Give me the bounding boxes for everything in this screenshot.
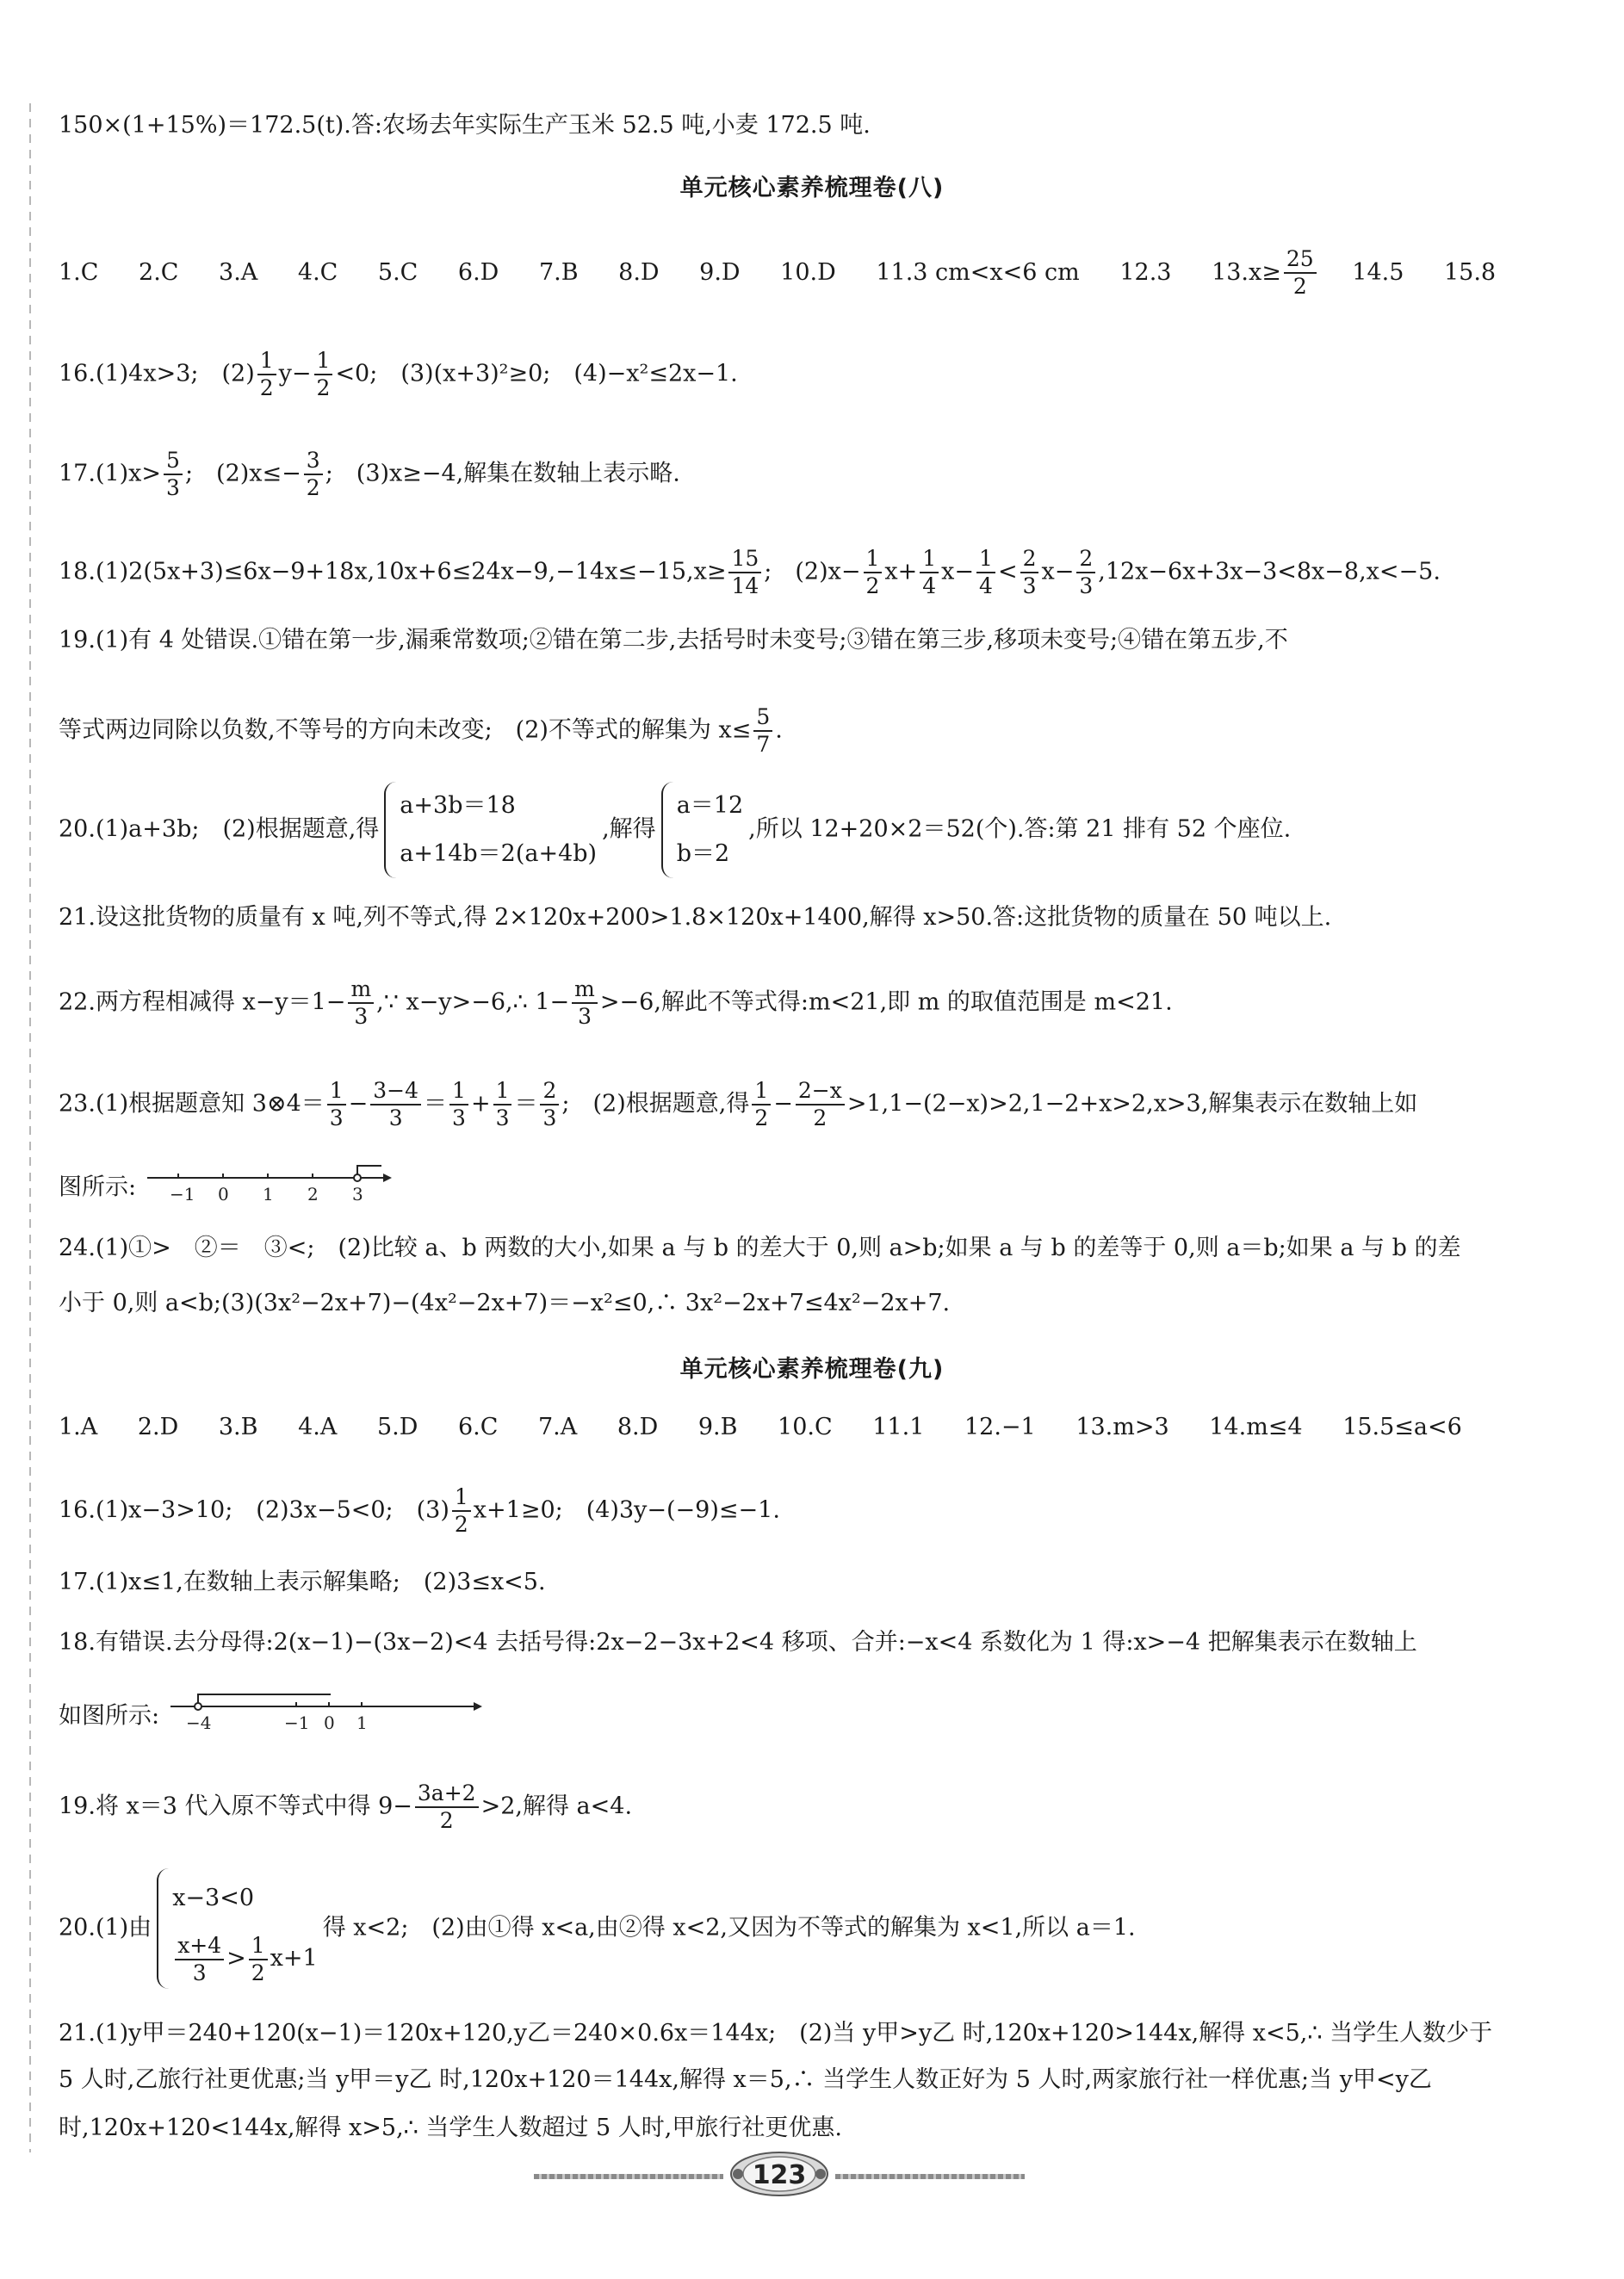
- sec8-q19-line1: 19.(1)有 4 处错误.①错在第一步,漏乘常数项;②错在第二步,去括号时未变号;③错在第三步,移项未变号;④错在第五步,不: [59, 627, 1288, 653]
- answer-item: 15.5≤a<6: [1342, 1414, 1462, 1440]
- fraction: $\frac{2-x}{2}$: [796, 1078, 845, 1131]
- sec8-q21: 21.设这批货物的质量有 x 吨,列不等式,得 2×120x+200>1.8×120x+1400,解得 x>50.答:这批货物的质量在 50 吨以上.: [59, 904, 1332, 931]
- sec9-q20: 20.(1)由 x−3<0 $\frac{x+4}{3}$ > $\frac{1}{2}$ x+1 得 x<2; (2)由①得 x<a,由②得 x<2,又因为不等式的解集为 x<1,所以 a＝1.: [59, 1868, 1555, 1989]
- fraction: $\frac{3-4}{3}$: [370, 1078, 421, 1131]
- tick-label: 1: [356, 1712, 368, 1733]
- page-footer: [534, 2148, 1051, 2200]
- answer-item: 5.C: [377, 258, 418, 286]
- tick-label: −4: [185, 1712, 212, 1733]
- fraction: $\frac{1}{2}$: [249, 1933, 268, 1986]
- fraction: $\frac{2}{3}$: [1020, 546, 1039, 599]
- sec8-q20: 20.(1)a+3b; (2)根据题意,得 a+3b＝18 a+14b＝2(a+4b) ,解得 a＝12 b＝2 ,所以 12+20×2＝52(个).答:第 21 排有 52 个座位.: [59, 782, 1555, 878]
- tick-label: 0: [323, 1712, 335, 1733]
- brace: [661, 782, 675, 878]
- answer-item: 12.3: [1119, 258, 1172, 286]
- answer-item: 10.C: [778, 1414, 833, 1440]
- sec8-q24-line1: 24.(1)①> ②＝ ③<; (2)比较 a、b 两数的大小,如果 a 与 b 的差大于 0,则 a>b;如果 a 与 b 的差等于 0,则 a＝b;如果 a 与 b 的差: [59, 1235, 1461, 1261]
- answer-item: 9.B: [697, 1414, 738, 1440]
- answer-item: 4.C: [297, 258, 338, 286]
- sec9-q17: 17.(1)x≤1,在数轴上表示解集略; (2)3≤x<5.: [59, 1569, 546, 1595]
- solution-system: a＝12 b＝2: [661, 782, 743, 878]
- top-line: 150×(1+15%)＝172.5(t).答:农场去年实际生产玉米 52.5 吨,小麦 172.5 吨.: [59, 112, 871, 139]
- answer-item: 8.D: [618, 258, 660, 286]
- answer-item: 14.5: [1352, 258, 1404, 286]
- answer-item: 13.m>3: [1075, 1414, 1169, 1440]
- equation-system: a+3b＝18 a+14b＝2(a+4b): [384, 782, 597, 878]
- sec9-q21-line1: 21.(1)y甲＝240+120(x−1)＝120x+120,y乙＝240×0.6x＝144x; (2)当 y甲>y乙 时,120x+120>144x,解得 x<5,∴ 当学生人数少于: [59, 2020, 1493, 2047]
- answer-item: 12.−1: [964, 1414, 1036, 1440]
- fraction: $\frac{1}{4}$: [920, 546, 939, 599]
- answer-item: 7.A: [537, 1414, 578, 1440]
- answer-item: 6.C: [457, 1414, 499, 1440]
- sec8-q19-line2: 等式两边同除以负数,不等号的方向未改变; (2)不等式的解集为 x≤ $\frac{5}{7}$ .: [59, 704, 783, 757]
- answer-item: 2.C: [139, 258, 179, 286]
- page-number: 123: [752, 2160, 807, 2190]
- answer-item: 15.8: [1443, 258, 1497, 286]
- equation-system: x−3<0 $\frac{x+4}{3}$ > $\frac{1}{2}$ x+1: [157, 1868, 318, 1989]
- fraction: $\frac{1}{2}$: [452, 1484, 471, 1538]
- fraction: $\frac{m}{3}$: [348, 976, 374, 1030]
- fraction: $\frac{3a+2}{2}$: [415, 1780, 479, 1834]
- fraction: $\frac{1}{2}$: [752, 1078, 771, 1131]
- sec9-q21-line3: 时,120x+120<144x,解得 x>5,∴ 当学生人数超过 5 人时,甲旅行社更优惠.: [59, 2115, 842, 2141]
- answer-item: 14.m≤4: [1209, 1414, 1303, 1440]
- tick-label: 3: [351, 1184, 363, 1205]
- fraction: $\frac{1}{2}$: [257, 348, 276, 401]
- answer-item: 3.B: [218, 1414, 258, 1440]
- fraction: $\frac{15}{14}$: [728, 546, 761, 599]
- answer-item: 2.D: [137, 1414, 179, 1440]
- fraction: $\frac{2}{3}$: [1076, 546, 1095, 599]
- sec8-q23-line2: 图所示: −1 0 1 2 3: [59, 1159, 1555, 1217]
- sec8-q24-line2: 小于 0,则 a<b;(3)(3x²−2x+7)−(4x²−2x+7)＝−x²≤0,∴ 3x²−2x+7≤4x²−2x+7.: [59, 1290, 951, 1316]
- sec8-q16: 16.(1)4x>3; (2) $\frac{1}{2}$ y− $\frac{1}{2}$ <0; (3)(x+3)²≥0; (4)−x²≤2x−1.: [59, 348, 738, 400]
- footer-bar-right: [835, 2174, 1025, 2179]
- tick-label: 0: [217, 1184, 229, 1205]
- answer-item: 8.D: [617, 1414, 659, 1440]
- sec8-q18: 18.(1)2(5x+3)≤6x−9+18x,10x+6≤24x−9,−14x≤−15,x≥ $\frac{15}{14}$ ; (2)x− $\frac{1}{2}$ x+ $\frac{1}{4}$ x− $\frac{1}{4}$ < $\frac{2}{3}$ x− $\frac{2}{3}$ ,12x−6x+3x−3<8x−8,x<−5.: [59, 546, 1441, 598]
- sec9-q18-line2: 如图所示: −4 −1 0 1: [59, 1688, 1555, 1746]
- margin-rule: [29, 103, 31, 2152]
- sec9-choice-answers: [59, 1410, 1555, 1445]
- number-line-q18: [167, 1688, 486, 1746]
- fraction: $\frac{1}{4}$: [976, 546, 995, 599]
- sec9-q16: 16.(1)x−3>10; (2)3x−5<0; (3) $\frac{1}{2}$ x+1≥0; (4)3y−(−9)≤−1.: [59, 1484, 780, 1537]
- section-9-title: 单元核心素养梳理卷(九): [679, 1356, 945, 1383]
- answer-item: 5.D: [376, 1414, 418, 1440]
- tick-label: 1: [262, 1184, 274, 1205]
- fraction: $\frac{2}{3}$: [540, 1078, 559, 1131]
- sec9-q18-line1: 18.有错误.去分母得:2(x−1)−(3x−2)<4 去括号得:2x−2−3x+2<4 移项、合并:−x<4 系数化为 1 得:x>−4 把解集表示在数轴上: [59, 1629, 1417, 1656]
- sec9-q19: 19.将 x＝3 代入原不等式中得 9− $\frac{3a+2}{2}$ >2,解得 a<4.: [59, 1780, 633, 1833]
- answer-item: 3.A: [219, 258, 258, 286]
- answer-item: 9.D: [699, 258, 741, 286]
- sec8-q17: 17.(1)x> $\frac{5}{3}$ ; (2)x≤− $\frac{3}{2}$ ; (3)x≥−4,解集在数轴上表示略.: [59, 448, 680, 500]
- fraction: $\frac{x+4}{3}$: [175, 1933, 224, 1986]
- answer-item: 4.A: [298, 1414, 338, 1440]
- answer-item: 11.1: [872, 1414, 925, 1440]
- answer-item: 11.3 cm<x<6 cm: [876, 258, 1080, 286]
- fraction: $\frac{1}{3}$: [449, 1078, 468, 1131]
- fraction: $\frac{25}{2}$: [1284, 246, 1317, 300]
- section-8-title: 单元核心素养梳理卷(八): [679, 175, 945, 201]
- answer-item: 7.B: [538, 258, 579, 286]
- answer-item: 13.x≥ $\frac{25}{2}$: [1212, 259, 1319, 286]
- fraction: $\frac{1}{3}$: [493, 1078, 512, 1131]
- tick-label: 2: [307, 1184, 319, 1205]
- answer-item: 6.D: [457, 258, 499, 286]
- brace: [384, 782, 398, 878]
- fraction: $\frac{3}{2}$: [304, 448, 323, 501]
- fraction: $\frac{5}{7}$: [753, 704, 772, 758]
- sec8-q22: 22.两方程相减得 x−y＝1− $\frac{m}{3}$ ,∵ x−y>−6,∴ 1− $\frac{m}{3}$ >−6,解此不等式得:m<21,即 m 的取值范围是 m<21.: [59, 976, 1173, 1029]
- fraction: $\frac{1}{2}$: [314, 348, 333, 401]
- fraction: $\frac{m}{3}$: [572, 976, 598, 1030]
- answer-item: 1.A: [59, 1414, 98, 1440]
- footer-bar-left: [534, 2174, 723, 2179]
- tick-label: −1: [283, 1712, 310, 1733]
- fraction: $\frac{1}{3}$: [327, 1078, 346, 1131]
- brace: [157, 1868, 170, 1989]
- answer-item: 1.C: [59, 258, 99, 286]
- answer-item: 10.D: [780, 258, 836, 286]
- sec8-q23: 23.(1)根据题意知 3⊗4＝ $\frac{1}{3}$ − $\frac{3-4}{3}$ ＝ $\frac{1}{3}$ + $\frac{1}{3}$ ＝ $\frac{2}{3}$ ; (2)根据题意,得 $\frac{1}{2}$ − $\frac{2-x}{2}$ >1,1−(2−x)>2,1−2+x>2,x>3,解集表示在数轴上如: [59, 1078, 1418, 1130]
- tick-label: −1: [169, 1184, 195, 1205]
- page-number-badge: [728, 2150, 831, 2198]
- sec9-q21-line2: 5 人时,乙旅行社更优惠;当 y甲＝y乙 时,120x+120＝144x,解得 x＝5,∴ 当学生人数正好为 5 人时,两家旅行社一样优惠;当 y甲<y乙: [59, 2066, 1432, 2093]
- sec8-choice-answers: [59, 246, 1555, 300]
- fraction: $\frac{1}{2}$: [864, 546, 883, 599]
- fraction: $\frac{5}{3}$: [164, 448, 183, 501]
- number-line-q23: [144, 1159, 394, 1217]
